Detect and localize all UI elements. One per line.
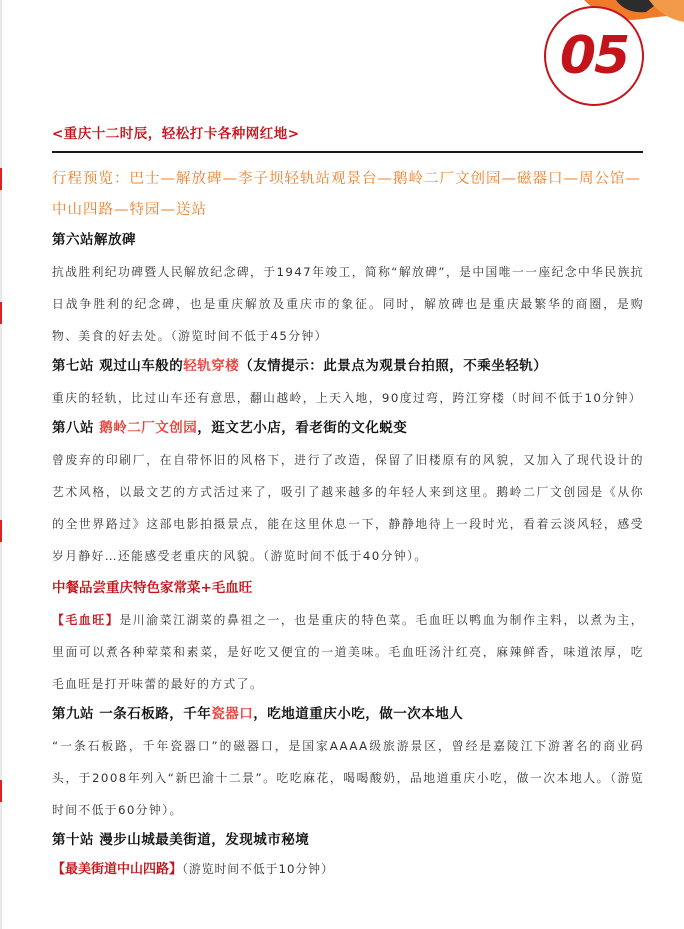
section-number-badge xyxy=(544,6,644,106)
stop8-heading xyxy=(52,418,644,438)
stop6-heading: 第六站解放碑 xyxy=(52,232,136,248)
stop9-heading xyxy=(52,704,644,724)
stop10-heading: 第十站 漫步山城最美街道，发现城市秘境 xyxy=(52,832,310,848)
stop7-heading xyxy=(52,356,644,376)
section-title: <重庆十二时辰，轻松打卡各种网红地> xyxy=(52,126,300,142)
stop7-heading-suffix: （友情提示：此景点为观景台拍照，不乘坐轻轨） xyxy=(239,358,548,374)
stop8-heading-suffix: ，逛文艺小店，看老街的文化蜕变 xyxy=(197,420,408,436)
lunch-body xyxy=(52,604,644,700)
lunch-heading: 中餐品尝重庆特色家常菜+毛血旺 xyxy=(52,580,253,596)
article-content xyxy=(52,164,644,882)
stop7-heading-highlight: 轻轨穿楼 xyxy=(183,358,240,374)
left-red-marker xyxy=(0,520,2,542)
stop9-body: “一条石板路，千年瓷器口”的磁器口，是国家AAAA级旅游景区，曾经是嘉陵江下游著名的商业码头，于2008年列入“新巴渝十二景”。吃吃麻花，喝喝酸奶，品地道重庆小吃，做一次本地人。（游览时间不低于60分钟）。 xyxy=(52,739,644,817)
stop9-heading-highlight: 瓷器口 xyxy=(211,706,254,722)
stop8-heading-highlight: 鹅岭二厂文创园 xyxy=(99,420,198,436)
stop7-heading-prefix: 第七站 观过山车般的 xyxy=(52,358,184,374)
stop8-body: 曾废弃的印刷厂，在自带怀旧的风格下，进行了改造，保留了旧楼原有的风貌，又加入了现代设计的艺术风格，以最文艺的方式活过来了，吸引了越来越多的年轻人来到这里。鹅岭二厂文创园是《从你的全世界路过》这部电影拍摄景点，能在这里休息一下，静静地待上一段时光，看着云淡风轻，感受岁月静好…还能感受老重庆的风貌。（游览时间不低于40分钟）。 xyxy=(52,453,644,563)
stop6-body: 抗战胜利纪功碑暨人民解放纪念碑，于1947年竣工，简称“解放碑”，是中国唯一一座纪念中华民族抗日战争胜利的纪念碑，也是重庆解放及重庆市的象征。同时，解放碑也是重庆最繁华的商圈，是购物、美食的好去处。（游览时间不低于45分钟） xyxy=(52,265,644,343)
stop7-body: 重庆的轻轨，比过山车还有意思，翻山越岭，上天入地，90度过弯，跨江穿楼（时间不低于10分钟） xyxy=(52,391,642,405)
left-red-marker xyxy=(0,168,2,190)
stop10-tag: 【最美街道中山四路】 xyxy=(52,862,183,877)
left-red-marker xyxy=(0,780,2,802)
lunch-tag: 【毛血旺】 xyxy=(52,613,120,627)
stop10-time: （游览时间不低于10分钟） xyxy=(182,862,334,876)
stop10-line xyxy=(52,856,644,882)
route-preview: 行程预览：巴士—解放碑—李子坝轻轨站观景台—鹅岭二厂文创园—磁器口—周公馆—中山四路—特园—送站 xyxy=(52,171,641,218)
stop9-heading-prefix: 第九站 一条石板路，千年 xyxy=(52,706,212,722)
left-red-marker xyxy=(0,302,2,324)
title-divider xyxy=(52,151,643,153)
lunch-description: 是川渝菜江湖菜的鼻祖之一，也是重庆的特色菜。毛血旺以鸭血为制作主料，以煮为主，里面可以煮各种荤菜和素菜，是好吃又便宜的一道美味。毛血旺汤汁红亮，麻辣鲜香，味道浓厚，吃毛血旺是打开味蕾的最好的方式了。 xyxy=(52,613,644,691)
stop9-heading-suffix: ，吃地道重庆小吃，做一次本地人 xyxy=(253,706,464,722)
stop8-heading-prefix: 第八站 xyxy=(52,420,100,436)
section-number: 05 xyxy=(559,26,629,86)
